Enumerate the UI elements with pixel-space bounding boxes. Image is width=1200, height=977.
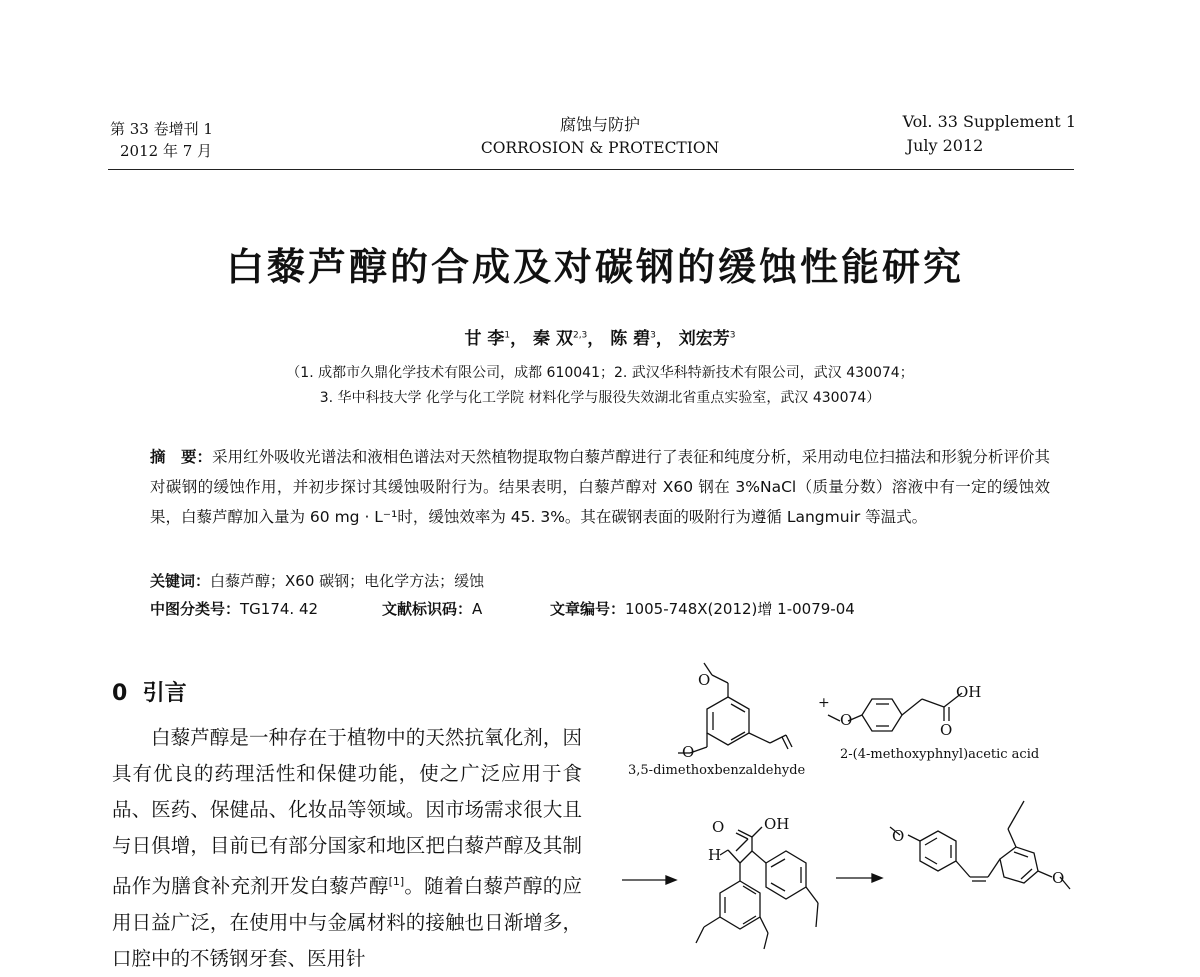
article-number-label: 文章编号： <box>550 600 626 618</box>
keywords-text: 白藜芦醇；X60 碳钢；电化学方法；缓蚀 <box>210 572 485 590</box>
journal-name-en: CORROSION & PROTECTION <box>480 139 720 157</box>
classification-line <box>150 598 1050 619</box>
author-3: 陈 碧$^3$ <box>610 329 656 349</box>
author-2: 秦 双$^{2,3}$ <box>533 329 588 349</box>
header-rule <box>108 169 1074 170</box>
citation-ref: [1] <box>388 875 405 888</box>
author-list: 甘 李$^1$， 秦 双$^{2,3}$， 陈 碧$^3$， 刘宏芳$^3$ <box>464 329 736 349</box>
atom-o-4: O <box>940 721 953 739</box>
journal-date: 2012 年 7 月 <box>120 142 213 160</box>
aldehyde-structure <box>678 663 792 753</box>
doc-code-label: 文献标识码： <box>382 600 473 618</box>
atom-o-7: O <box>1052 869 1065 887</box>
atom-o-3: O <box>840 711 853 729</box>
atom-o-1: O <box>698 671 711 689</box>
section-heading <box>112 676 187 707</box>
reaction-arrows <box>622 874 882 884</box>
section-title: 引言 <box>142 681 187 706</box>
atom-o-2: O <box>682 743 695 761</box>
abstract <box>150 442 1050 532</box>
synthesis-scheme <box>600 655 1080 952</box>
journal-name-cn: 腐蚀与防护 <box>559 115 640 134</box>
author-1: 甘 李$^1$ <box>464 329 511 349</box>
acid-label: 2-(4-methoxyphnyl)acetic acid <box>840 747 1040 762</box>
clc-label: 中图分类号： <box>150 600 241 618</box>
section-number: 0 <box>112 681 128 706</box>
atom-o-5: O <box>712 818 725 836</box>
atom-o-6: O <box>892 827 905 845</box>
clc-value: TG174. 42 <box>240 600 319 618</box>
keywords-label: 关键词： <box>150 572 211 590</box>
doc-code-value: A <box>472 600 483 618</box>
affiliation-line-2: 3. 华中科技大学 化学与化工学院 材料化学与服役失效湖北省重点实验室，武汉 430074） <box>319 390 881 406</box>
author-4: 刘宏芳$^3$ <box>678 329 736 349</box>
volume-supplement: Vol. 33 Supplement 1 <box>902 112 1076 131</box>
product-structure <box>890 801 1070 889</box>
atom-h: H <box>708 846 722 864</box>
paper-title: 白藜芦醇的合成及对碳钢的缓蚀性能研究 <box>225 245 964 289</box>
article-number-value: 1005-748X(2012)增 1-0079-04 <box>625 600 855 618</box>
abstract-text: 采用红外吸收光谱法和液相色谱法对天然植物提取物白藜芦醇进行了表征和纯度分析，采用动电位扫描法和形貌分析评价其对碳钢的缓蚀作用，并初步探讨其缓蚀吸附行为。结果表明，白藜芦醇对 X60 钢在 3%NaCl（质量分数）溶液中有一定的缓蚀效果，白藜芦醇加入量为 60 mg · L⁻¹时，缓蚀效率为 45. 3%。其在碳钢表面的吸附行为遵循 Langmuir 等温式。 <box>150 448 1050 526</box>
affiliation-line-1: （1. 成都市久鼎化学技术有限公司，成都 610041；2. 武汉华科特新技术有限公司，武汉 430074； <box>286 365 914 381</box>
publication-date: July 2012 <box>906 136 984 155</box>
intro-paragraph: 白藜芦醇是一种存在于植物中的天然抗氧化剂，因具有优良的药理活性和保健功能，使之广泛应用于食品、医药、保健品、化妆品等领域。因市场需求很大且与日俱增，目前已有部分国家和地区把白藜芦醇及其制品作为膳食补充剂开发白藜芦醇[1]。随着白藜芦醇的应用日益广泛，在使用中与金属材料的接触也日渐增多，口腔中的不锈钢牙套、医用针 <box>112 726 582 970</box>
acid-oh: OH <box>956 683 982 701</box>
plus-sign: + <box>818 695 830 711</box>
journal-volume: 第 33 卷增刊 1 <box>110 120 213 138</box>
intermediate-oh: OH <box>764 815 790 833</box>
abstract-label: 摘 要： <box>150 448 213 466</box>
aldehyde-label: 3,5-dimethoxbenzaldehyde <box>628 763 806 778</box>
keywords <box>150 570 484 591</box>
